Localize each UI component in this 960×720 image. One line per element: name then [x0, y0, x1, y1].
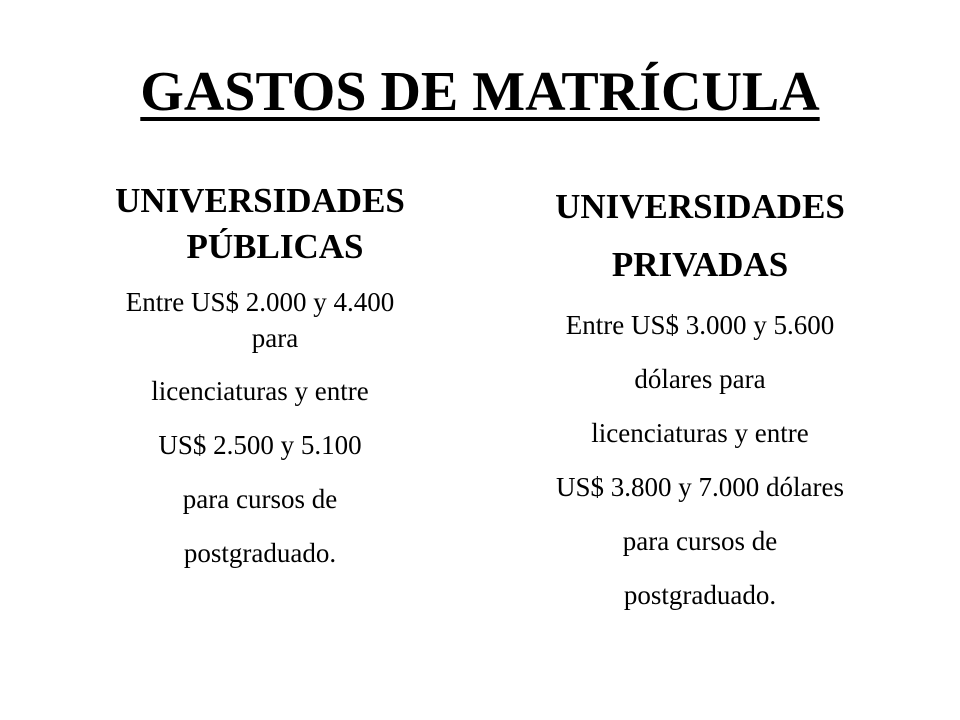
cost-text-line: licenciaturas y entre	[151, 376, 369, 406]
cost-text-line: postgraduado.	[623, 580, 777, 610]
private-universities-heading	[490, 178, 910, 294]
heading-line: PRIVADAS	[611, 245, 789, 284]
private-universities-costs	[490, 298, 910, 622]
public-universities-costs	[70, 286, 450, 580]
cost-text-line: US$ 3.800 y 7.000 dólares	[556, 472, 844, 502]
slide-title: GASTOS DE MATRÍCULA	[140, 61, 820, 123]
cost-text-line: dólares para	[634, 364, 766, 394]
cost-text-line: licenciaturas y entre	[591, 418, 809, 448]
cost-text-line: US$ 2.500 y 5.100	[158, 430, 362, 460]
heading-line: UNIVERSIDADES	[555, 187, 845, 226]
private-universities-column	[490, 178, 910, 622]
heading-line: UNIVERSIDADES	[115, 181, 405, 220]
cost-text-line: Entre US$ 3.000 y 5.600	[565, 310, 835, 340]
cost-text-line: Entre US$ 2.000 y 4.400	[125, 287, 395, 317]
cost-text-line: para cursos de	[622, 526, 778, 556]
public-universities-heading	[70, 178, 450, 270]
cost-text-line: para	[251, 323, 299, 353]
cost-text-line: postgraduado.	[183, 538, 337, 568]
public-universities-column	[70, 178, 450, 580]
heading-line: PÚBLICAS	[186, 227, 364, 266]
cost-text-line: para cursos de	[182, 484, 338, 514]
